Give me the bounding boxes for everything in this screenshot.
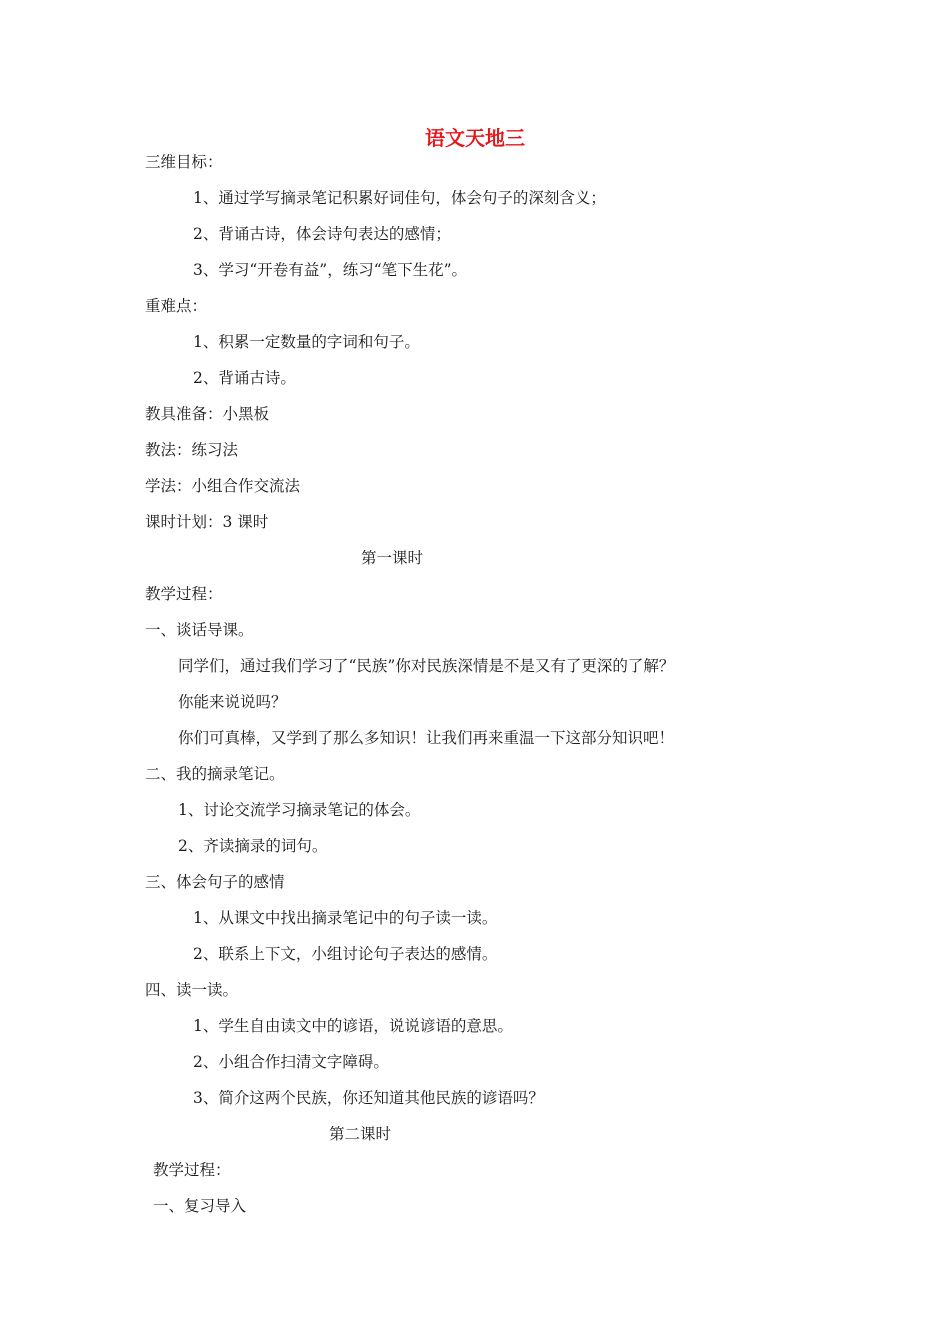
goals-heading: 三维目标： (145, 153, 223, 171)
step-paragraph: 你能来说说吗？ (178, 693, 287, 711)
teaching-tools: 教具准备：小黑板 (145, 405, 270, 423)
step-item: 3、简介这两个民族，你还知道其他民族的谚语吗？ (193, 1089, 544, 1107)
step-heading: 一、谈话导课。 (145, 621, 254, 639)
key-points-heading: 重难点： (145, 297, 208, 315)
lesson-heading: 第二课时 (329, 1125, 392, 1143)
class-schedule: 课时计划：3 课时 (145, 513, 269, 531)
key-point-item: 1、积累一定数量的字词和句子。 (193, 333, 420, 351)
step-item: 2、联系上下文，小组讨论句子表达的感情。 (193, 945, 498, 963)
step-paragraph: 同学们，通过我们学习了“民族”你对民族深情是不是又有了更深的了解？ (178, 657, 675, 675)
step-item: 2、小组合作扫清文字障碍。 (193, 1053, 389, 1071)
step-item: 1、讨论交流学习摘录笔记的体会。 (178, 801, 421, 819)
step-item: 1、从课文中找出摘录笔记中的句子读一读。 (193, 909, 498, 927)
process-heading: 教学过程： (153, 1161, 231, 1179)
step-paragraph: 你们可真棒，又学到了那么多知识！让我们再来重温一下这部分知识吧！ (178, 729, 675, 747)
step-heading: 四、读一读。 (145, 981, 239, 999)
step-heading: 二、我的摘录笔记。 (145, 765, 285, 783)
learning-method: 学法：小组合作交流法 (145, 477, 301, 495)
process-heading: 教学过程： (145, 585, 223, 603)
goal-item: 1、通过学写摘录笔记积累好词佳句，体会句子的深刻含义； (193, 189, 606, 207)
goal-item: 3、学习“开卷有益”，练习“笔下生花”。 (193, 261, 468, 279)
document-title: 语文天地三 (425, 126, 525, 150)
teaching-method: 教法：练习法 (145, 441, 239, 459)
lesson-heading: 第一课时 (361, 549, 424, 567)
step-item: 1、学生自由读文中的谚语，说说谚语的意思。 (193, 1017, 513, 1035)
goal-item: 2、背诵古诗，体会诗句表达的感情； (193, 225, 451, 243)
key-point-item: 2、背诵古诗。 (193, 369, 296, 387)
step-heading: 三、体会句子的感情 (145, 873, 285, 891)
step-item: 2、齐读摘录的词句。 (178, 837, 328, 855)
step-heading: 一、复习导入 (153, 1197, 247, 1215)
